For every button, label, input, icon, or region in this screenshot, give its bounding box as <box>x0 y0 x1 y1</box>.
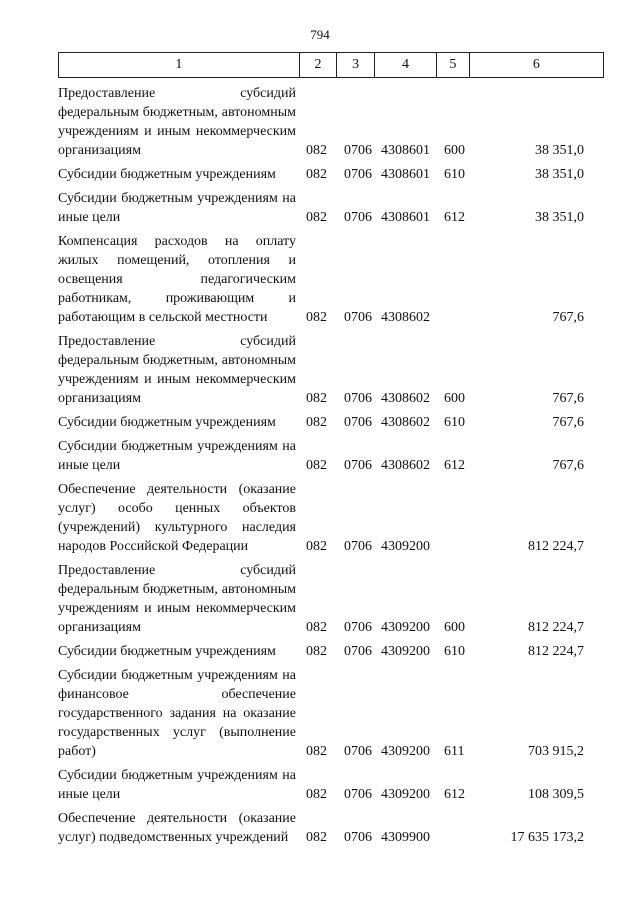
column-header-1: 1 <box>59 53 300 78</box>
row-type: 612 <box>444 787 465 802</box>
row-section: 0706 <box>344 620 372 635</box>
row-type: 610 <box>444 644 465 659</box>
row-name: Субсидии бюджетным учреждениям на иные цели <box>58 768 296 802</box>
row-ministry: 082 <box>306 644 327 659</box>
row-ministry: 082 <box>306 167 327 182</box>
row-amount: 767,6 <box>552 310 584 325</box>
row-section: 0706 <box>344 458 372 473</box>
row-target: 4309200 <box>381 644 430 659</box>
row-ministry: 082 <box>306 210 327 225</box>
row-type: 600 <box>444 620 465 635</box>
column-header-2: 2 <box>299 53 337 78</box>
row-ministry: 082 <box>306 391 327 406</box>
row-amount: 38 351,0 <box>535 143 584 158</box>
table-row <box>0 809 640 847</box>
row-target: 4308601 <box>381 210 430 225</box>
row-ministry: 082 <box>306 744 327 759</box>
row-section: 0706 <box>344 415 372 430</box>
table-row <box>0 413 640 432</box>
page-number: 794 <box>310 27 330 42</box>
row-ministry: 082 <box>306 458 327 473</box>
row-target: 4308601 <box>381 167 430 182</box>
column-header-5: 5 <box>437 53 470 78</box>
row-amount: 812 224,7 <box>528 644 584 659</box>
row-section: 0706 <box>344 167 372 182</box>
row-section: 0706 <box>344 310 372 325</box>
row-type: 612 <box>444 458 465 473</box>
row-type: 610 <box>444 167 465 182</box>
row-type: 610 <box>444 415 465 430</box>
row-amount: 703 915,2 <box>528 744 584 759</box>
row-amount: 17 635 173,2 <box>510 830 584 845</box>
column-header-3: 3 <box>337 53 375 78</box>
row-ministry: 082 <box>306 830 327 845</box>
row-name: Субсидии бюджетным учреждениям <box>58 644 276 659</box>
row-type: 600 <box>444 391 465 406</box>
row-section: 0706 <box>344 143 372 158</box>
table-row <box>0 766 640 804</box>
row-target: 4309200 <box>381 787 430 802</box>
row-ministry: 082 <box>306 787 327 802</box>
row-target: 4309200 <box>381 744 430 759</box>
row-ministry: 082 <box>306 415 327 430</box>
row-name: Субсидии бюджетным учреждениям на иные цели <box>58 439 296 473</box>
row-target: 4309900 <box>381 830 430 845</box>
column-header-6: 6 <box>469 53 603 78</box>
column-header-row <box>59 53 604 78</box>
row-target: 4308602 <box>381 391 430 406</box>
row-target: 4308602 <box>381 458 430 473</box>
row-target: 4308602 <box>381 310 430 325</box>
row-amount: 812 224,7 <box>528 539 584 554</box>
table-row <box>0 666 640 761</box>
row-amount: 38 351,0 <box>535 210 584 225</box>
row-section: 0706 <box>344 744 372 759</box>
row-section: 0706 <box>344 787 372 802</box>
row-ministry: 082 <box>306 310 327 325</box>
row-name: Обеспечение деятельности (оказание услуг) особо ценных объектов (учреждений) культурного наследия народов Российской Федерации <box>58 482 296 554</box>
row-amount: 767,6 <box>552 391 584 406</box>
row-amount: 812 224,7 <box>528 620 584 635</box>
row-type: 612 <box>444 210 465 225</box>
row-type: 600 <box>444 143 465 158</box>
row-target: 4309200 <box>381 620 430 635</box>
row-amount: 767,6 <box>552 415 584 430</box>
row-section: 0706 <box>344 830 372 845</box>
row-section: 0706 <box>344 644 372 659</box>
row-ministry: 082 <box>306 620 327 635</box>
table-row <box>0 480 640 556</box>
column-header-4: 4 <box>374 53 436 78</box>
row-target: 4309200 <box>381 539 430 554</box>
row-amount: 108 309,5 <box>528 787 584 802</box>
row-name: Субсидии бюджетным учреждениям на финансовое обеспечение государственного задания на оказание государственных услуг (выполнение работ) <box>58 668 296 759</box>
table-row <box>0 189 640 227</box>
table-row <box>0 332 640 408</box>
row-name: Компенсация расходов на оплату жилых помещений, отопления и освещения педагогическим работникам, проживающим и работающим в сельской местности <box>58 234 296 325</box>
table-row <box>0 437 640 475</box>
row-name: Обеспечение деятельности (оказание услуг) подведомственных учреждений <box>58 811 296 845</box>
row-section: 0706 <box>344 539 372 554</box>
row-name: Субсидии бюджетным учреждениям на иные цели <box>58 191 296 225</box>
row-name: Предоставление субсидий федеральным бюджетным, автономным учреждениям и иным некоммерческим организациям <box>58 334 296 406</box>
row-target: 4308601 <box>381 143 430 158</box>
table-row <box>0 165 640 184</box>
table-row <box>0 232 640 327</box>
row-name: Субсидии бюджетным учреждениям <box>58 415 276 430</box>
row-section: 0706 <box>344 391 372 406</box>
budget-table-body <box>0 84 640 852</box>
row-section: 0706 <box>344 210 372 225</box>
column-header-table <box>58 52 604 78</box>
table-row <box>0 561 640 637</box>
table-row <box>0 84 640 160</box>
row-target: 4308602 <box>381 415 430 430</box>
table-row <box>0 642 640 661</box>
row-ministry: 082 <box>306 539 327 554</box>
row-amount: 38 351,0 <box>535 167 584 182</box>
row-name: Предоставление субсидий федеральным бюджетным, автономным учреждениям и иным некоммерческим организациям <box>58 86 296 158</box>
row-ministry: 082 <box>306 143 327 158</box>
row-name: Предоставление субсидий федеральным бюджетным, автономным учреждениям и иным некоммерческим организациям <box>58 563 296 635</box>
row-amount: 767,6 <box>552 458 584 473</box>
row-type: 611 <box>444 744 465 759</box>
row-name: Субсидии бюджетным учреждениям <box>58 167 276 182</box>
